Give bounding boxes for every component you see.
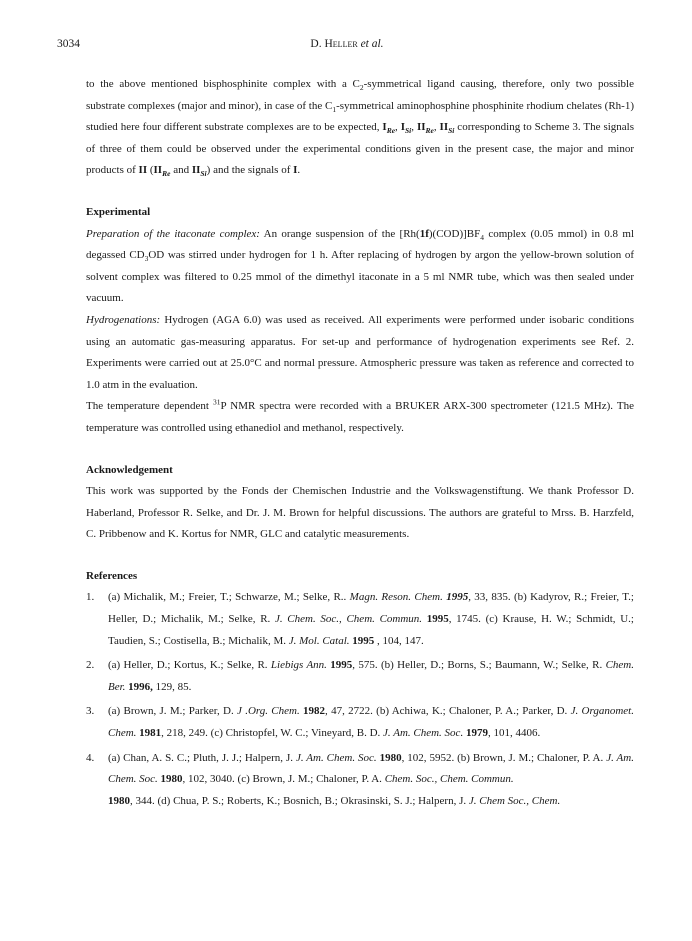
- page-number: 3034: [57, 38, 80, 50]
- page-body: [86, 74, 634, 815]
- nmr-paragraph: The temperature dependent $^{31}$P NMR spectra were recorded with a BRUKER ARX-300 spectrometer (121.5 MHz). The temperature was controlled using ethanediol and methanol, respectively.: [86, 397, 634, 434]
- reference-item: 2. (a) Heller, D.; Kortus, K.; Selke, R. Liebigs Ann. 1995, 575. (b) Heller, D.; Borns, S.; Baumann, W.; Selke, R. Chem. Ber. 1996, 129, 85.: [86, 659, 634, 693]
- references-heading: References: [86, 569, 138, 582]
- page-header: [57, 38, 637, 54]
- reference-list: [86, 587, 634, 812]
- reference-item: 1. (a) Michalik, M.; Freier, T.; Schwarze, M.; Selke, R.. Magn. Reson. Chem. 1995, 33, 835. (b) Kadyrov, R.; Freier, T.; Heller, D.; Michalik, M.; Selke, R. J. Chem. Soc., Chem. Commun. 1995, 1745. (c) Krause, H. W.; Schmidt, U.; Taudien, S.; Costisella, B.; Michalik, M. J. Mol. Catal. 1995 , 104, 147.: [86, 591, 634, 647]
- acknowledgement-paragraph: This work was supported by the Fonds der Chemischen Industrie and the Volkswagenstiftung. We thank Professor D. Haberland, Professor R. Selke, and Dr. J. M. Brown for helpful discussions. The authors are grateful to Mrss. B. Harzfeld, C. Pribbenow and K. Kortus for NMR, GLC and catalytic measurements.: [86, 485, 634, 541]
- reference-item: 3. (a) Brown, J. M.; Parker, D. J .Org. Chem. 1982, 47, 2722. (b) Achiwa, K.; Chaloner, P. A.; Parker, D. J. Organomet. Chem. 1981, 218, 249. (c) Christopfel, W. C.; Vineyard, B. D. J. Am. Chem. Soc. 1979, 101, 4406.: [86, 705, 634, 740]
- intro-paragraph: to the above mentioned bisphosphinite complex with a $C_2$-symmetrical ligand causing, therefore, only two possible substrate complexes (major and minor), in case of the $C_1$-symmetrical aminophosphine phosphinite rhodium chelates (Rh-1) studied here four different substrate complexes are to be expected, $I_{Re}$, $I_{Si}$, $II_{Re}$, $II_{Si}$ corresponding to Scheme 3. The signals of three of them could be observed under the experimental conditions given in the present case, the major and minor products of II ($II_{Re}$ and $II_{Si}$) and the signals of I.: [86, 78, 635, 179]
- preparation-paragraph: Preparation of the itaconate complex: An orange suspension of the $[Rh(1f)(COD)]BF_4$ complex (0.05 mmol) in 0.8 ml degassed $CD_3OD$ was stirred under hydrogen for 1 h. After replacing of hydrogen by argon the yellow-brown solution of solvent complex was filtered to 0.25 mmol of the dimethyl itaconate in a 5 ml NMR tube, which was then sealed under vacuum.: [86, 227, 634, 305]
- reference-item: 4. (a) Chan, A. S. C.; Pluth, J. J.; Halpern, J. J. Am. Chem. Soc. 1980, 102, 5952. (b) Brown, J. M.; Chaloner, P. A. J. Am. Chem. Soc. 1980, 102, 3040. (c) Brown, J. M.; Chaloner, P. A. Chem. Soc., Chem. Commun. 1980, 344. (d) Chua, P. S.; Roberts, K.; Bosnich, B.; Okrasinski, S. J.; Halpern, J. J. Chem Soc., Chem.: [86, 751, 634, 807]
- running-head-authors: D. Heller et al.: [310, 38, 384, 50]
- hydrogenations-paragraph: Hydrogenations: Hydrogen (AGA 6.0) was used as received. All experiments were performed under isobaric conditions using an automatic gas-measuring apparatus. For set-up and performance of hydrogenation experiments see Ref. 2. Experiments were carried out at 25.0°C and normal pressure. Atmospheric pressure was taken as reference and corrected to 1.0 atm in the evaluation.: [86, 313, 634, 391]
- experimental-heading: Experimental: [86, 205, 151, 218]
- acknowledgement-heading: Acknowledgement: [86, 463, 173, 476]
